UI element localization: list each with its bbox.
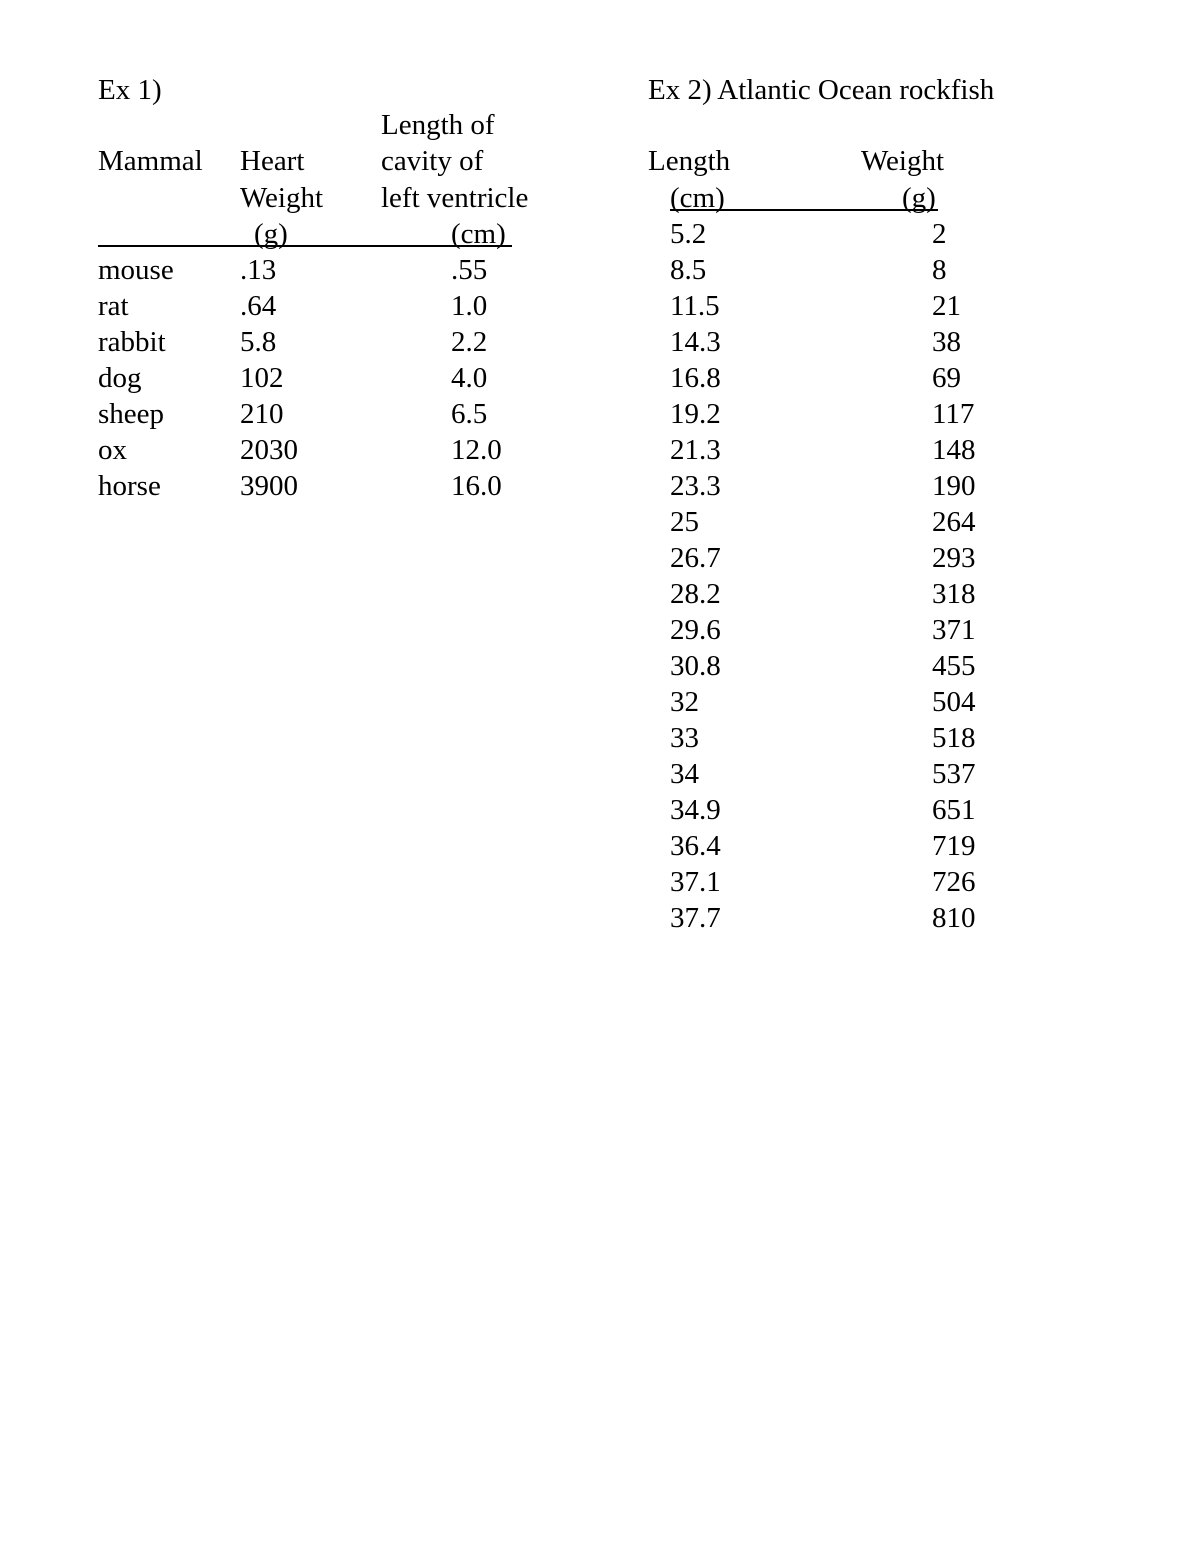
ex2-cell-weight: 455	[932, 650, 976, 682]
ex1-header-cavity-line2: cavity of	[381, 145, 484, 177]
ex2-header-length: Length	[648, 145, 731, 177]
ex2-cell-length: 28.2	[670, 578, 721, 610]
ex1-cell-heart: .13	[240, 254, 277, 286]
ex2-cell-weight: 117	[932, 398, 975, 430]
ex2-cell-weight: 2	[932, 218, 947, 250]
ex2-cell-length: 23.3	[670, 470, 721, 502]
ex2-cell-weight: 8	[932, 254, 947, 286]
ex1-header-heart-line1: Heart	[240, 145, 305, 177]
ex2-header-rule	[670, 209, 938, 211]
ex1-cell-mammal: ox	[98, 434, 127, 466]
ex2-cell-weight: 190	[932, 470, 976, 502]
ex1-title: Ex 1)	[98, 74, 162, 106]
ex1-cell-cavity: 6.5	[451, 398, 488, 430]
ex2-cell-length: 25	[670, 506, 699, 538]
ex2-cell-weight: 293	[932, 542, 976, 574]
ex2-cell-length: 37.7	[670, 902, 721, 934]
ex2-cell-weight: 38	[932, 326, 961, 358]
ex1-header-rule	[98, 245, 512, 247]
ex1-header-cavity-line1: Length of	[381, 109, 495, 141]
ex1-header-heart-unit: (g)	[254, 218, 288, 250]
ex2-cell-weight: 810	[932, 902, 976, 934]
ex2-cell-length: 30.8	[670, 650, 721, 682]
ex2-header-length-unit: (cm)	[670, 182, 725, 214]
ex2-cell-length: 33	[670, 722, 699, 754]
ex2-cell-weight: 518	[932, 722, 976, 754]
ex2-cell-length: 26.7	[670, 542, 721, 574]
ex2-cell-length: 11.5	[670, 290, 720, 322]
ex1-cell-heart: .64	[240, 290, 277, 322]
ex1-cell-cavity: 1.0	[451, 290, 488, 322]
ex2-cell-length: 8.5	[670, 254, 707, 286]
ex2-cell-weight: 69	[932, 362, 961, 394]
ex2-cell-weight: 504	[932, 686, 976, 718]
ex2-cell-weight: 726	[932, 866, 976, 898]
ex2-cell-length: 14.3	[670, 326, 721, 358]
ex1-header-cavity-unit: (cm)	[451, 218, 506, 250]
ex1-cell-cavity: 4.0	[451, 362, 488, 394]
ex1-cell-heart: 102	[240, 362, 284, 394]
ex1-cell-mammal: dog	[98, 362, 142, 394]
ex2-cell-weight: 537	[932, 758, 976, 790]
ex1-header-cavity-line3: left ventricle	[381, 182, 529, 214]
ex1-cell-heart: 2030	[240, 434, 298, 466]
ex1-cell-mammal: sheep	[98, 398, 165, 430]
ex1-cell-mammal: rat	[98, 290, 129, 322]
ex2-header-weight-unit: (g)	[902, 182, 936, 214]
ex1-cell-mammal: rabbit	[98, 326, 166, 358]
ex2-cell-weight: 21	[932, 290, 961, 322]
ex2-cell-weight: 264	[932, 506, 976, 538]
ex2-cell-length: 37.1	[670, 866, 721, 898]
ex2-cell-weight: 371	[932, 614, 976, 646]
ex1-cell-mammal: horse	[98, 470, 161, 502]
ex1-cell-heart: 5.8	[240, 326, 277, 358]
ex2-cell-weight: 318	[932, 578, 976, 610]
ex2-cell-length: 32	[670, 686, 699, 718]
ex1-cell-cavity: 12.0	[451, 434, 502, 466]
ex2-cell-length: 16.8	[670, 362, 721, 394]
ex2-cell-length: 36.4	[670, 830, 721, 862]
ex1-header-mammal: Mammal	[98, 145, 203, 177]
ex1-cell-cavity: 2.2	[451, 326, 488, 358]
ex2-cell-length: 5.2	[670, 218, 707, 250]
ex2-cell-length: 21.3	[670, 434, 721, 466]
ex2-cell-weight: 148	[932, 434, 976, 466]
ex2-cell-length: 19.2	[670, 398, 721, 430]
ex2-cell-weight: 719	[932, 830, 976, 862]
ex2-cell-length: 34	[670, 758, 699, 790]
ex1-cell-mammal: mouse	[98, 254, 174, 286]
ex1-cell-cavity: .55	[451, 254, 488, 286]
ex1-cell-heart: 210	[240, 398, 284, 430]
ex2-cell-length: 29.6	[670, 614, 721, 646]
ex2-cell-length: 34.9	[670, 794, 721, 826]
ex2-title: Ex 2) Atlantic Ocean rockfish	[648, 74, 995, 106]
ex1-cell-heart: 3900	[240, 470, 298, 502]
ex2-cell-weight: 651	[932, 794, 976, 826]
ex1-cell-cavity: 16.0	[451, 470, 502, 502]
ex1-header-heart-line2: Weight	[240, 182, 324, 214]
ex2-header-weight: Weight	[861, 145, 945, 177]
